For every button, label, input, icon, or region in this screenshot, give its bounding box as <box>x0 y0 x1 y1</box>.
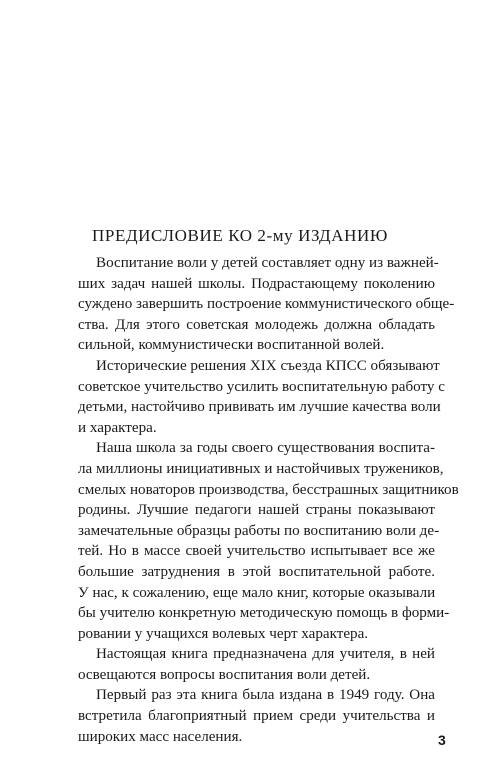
text-line: и характера. <box>78 419 157 436</box>
text-line: широких масс населения. <box>78 728 243 745</box>
text-line: смелых новаторов производства, бесстрашных защитников <box>78 481 459 498</box>
text-line: замечательные образцы работы по воспитанию воли де- <box>78 522 440 539</box>
paragraph <box>78 438 459 644</box>
page-number: 3 <box>438 732 446 748</box>
text-line: большие затруднения в этой воспитательной работе. <box>78 563 435 580</box>
text-line: родины. Лучшие педагоги нашей страны показывают <box>78 502 435 519</box>
text-line: бы учителю конкретную методическую помощь в форми- <box>78 605 450 622</box>
paragraph <box>78 685 435 747</box>
paragraph <box>78 356 445 438</box>
text-line: Исторические решения XIX съезда КПСС обязывают <box>96 357 440 374</box>
body-text <box>78 253 459 747</box>
text-line: ства. Для этого советская молодежь должна обладать <box>78 316 435 333</box>
text-line: Первый раз эта книга была издана в 1949 году. Она <box>96 687 435 704</box>
text-line: Воспитание воли у детей составляет одну из важней- <box>96 255 439 271</box>
text-line: тей. Но в массе своей учительство испытывает все же <box>78 543 435 560</box>
text-line: Настоящая книга предназначена для учителя, в ней <box>96 646 435 663</box>
paragraph <box>78 253 455 356</box>
text-line: советское учительство усилить воспитательную работу с <box>78 378 445 395</box>
text-line: У нас, к сожалению, еще мало книг, которые оказывали <box>78 584 436 601</box>
text-line: освещаются вопросы воспитания воли детей. <box>78 666 371 683</box>
paragraph <box>78 644 435 685</box>
chapter-heading: ПРЕДИСЛОВИЕ КО 2-му ИЗДАНИЮ <box>92 226 388 245</box>
text-line: детьми, настойчиво прививать им лучшие качества воли <box>78 399 441 416</box>
text-line: Наша школа за годы своего существования воспита- <box>96 440 435 457</box>
text-line: суждено завершить построение коммунистического обще- <box>78 296 455 313</box>
text-line: ших задач нашей школы. Подрастающему поколению <box>78 275 435 292</box>
text-line: ровании у учащихся волевых черт характера. <box>78 625 369 642</box>
text-line: ла миллионы инициативных и настойчивых тружеников, <box>78 460 444 477</box>
text-line: встретила благоприятный прием среди учительства и <box>78 708 435 725</box>
text-line: сильной, коммунистически воспитанной волей. <box>78 337 385 354</box>
